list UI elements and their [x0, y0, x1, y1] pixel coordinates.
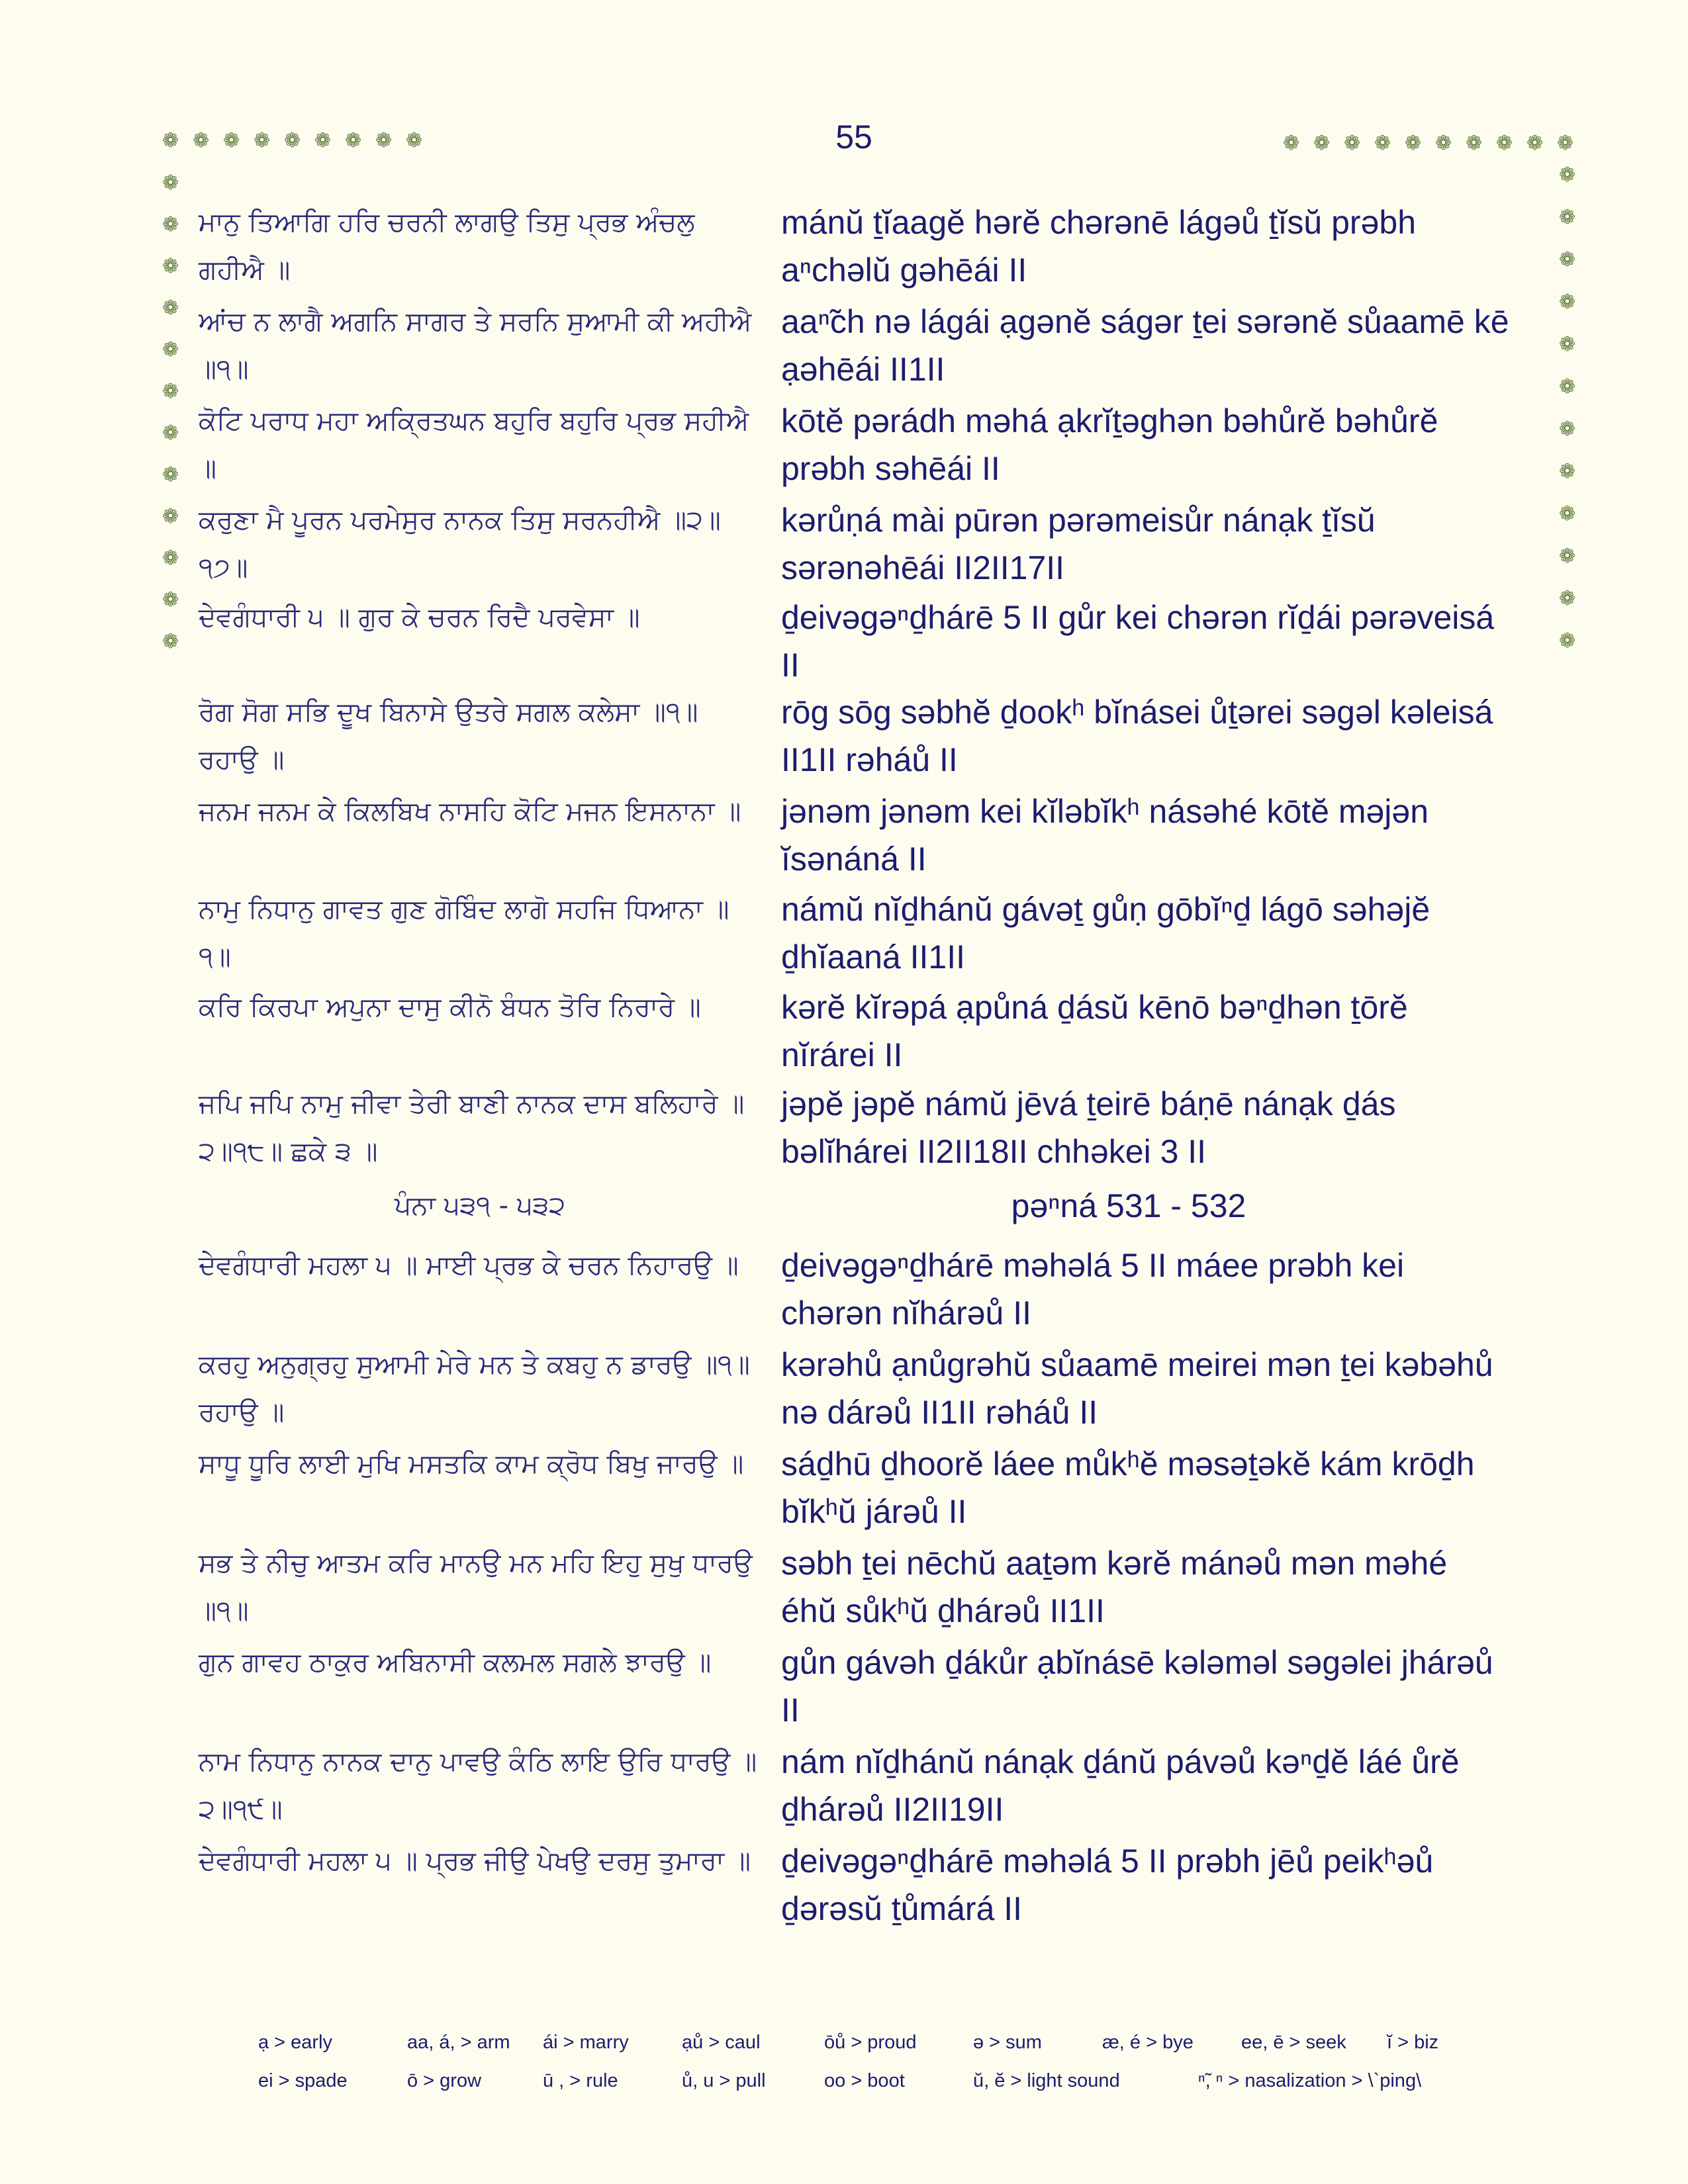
flower-ornament-icon: ❁ [254, 129, 271, 152]
flower-ornament-icon: ❁ [162, 505, 179, 528]
flower-ornament-icon: ❁ [1344, 132, 1361, 155]
flower-ornament-icon: ❁ [375, 129, 393, 152]
verse-gurmukhi: ਜਪਿ ਜਪਿ ਨਾਮੁ ਜੀਵਾ ਤੇਰੀ ਬਾਣੀ ਨਾਨਕ ਦਾਸ ਬਲਿਹਾਰੇ ॥੨॥੧੮॥ ਛਕੇ ੩ ॥ [199, 1089, 745, 1167]
verse-gurmukhi: ਦੇਵਗੰਧਾਰੀ ਮਹਲਾ ੫ ॥ ਪ੍ਰਭ ਜੀਉ ਪੇਖਉ ਦਰਸੁ ਤੁਮਾਰਾ ॥ [199, 1846, 751, 1876]
flower-ornament-icon: ❁ [193, 129, 210, 152]
flower-ornament-icon: ❁ [1405, 132, 1422, 155]
verse-gurmukhi: ਕਰੁਣਾ ਮੈ ਪੂਰਨ ਪਰਮੇਸੁਰ ਨਾਨਕ ਤਿਸੁ ਸਰਨਹੀਐ ॥੨॥੧੭॥ [199, 505, 721, 583]
verse-gurmukhi: ਕੋਟਿ ਪਰਾਧ ਮਹਾ ਅਕ੍ਰਿਤਘਨ ਬਹੁਰਿ ਬਹੁਰਿ ਪ੍ਰਭ ਸਹੀਐ ॥ [199, 406, 749, 484]
flower-ornament-icon: ❁ [345, 129, 362, 152]
flower-ornament-icon: ❁ [1559, 291, 1576, 314]
flower-ornament-icon: ❁ [162, 255, 179, 278]
verse-transliteration: sáḏhū ḏhoorĕ láee můkʰĕ məsəṯəkĕ kám krōḏh bĭkʰŭ járəů II [781, 1445, 1475, 1530]
verse-gurmukhi: ਦੇਵਗੰਧਾਰੀ ਮਹਲਾ ੫ ॥ ਮਾਈ ਪ੍ਰਭ ਕੇ ਚਰਨ ਨਿਹਾਰਉ ॥ [199, 1250, 739, 1281]
legend-item: ái > marry [543, 2032, 629, 2053]
verse-gurmukhi: ਕਰਿ ਕਿਰਪਾ ਅਪੁਨਾ ਦਾਸੁ ਕੀਨੋ ਬੰਧਨ ਤੋਰਿ ਨਿਰਾਰੇ ॥ [199, 992, 701, 1023]
flower-ornament-icon: ❁ [162, 380, 179, 403]
legend-item: ōů > proud [824, 2032, 917, 2053]
verse-gurmukhi: ਕਰਹੁ ਅਨੁਗ੍ਰਹੁ ਸੁਆਮੀ ਮੇਰੇ ਮਨ ਤੇ ਕਬਹੁ ਨ ਡਾਰਉ ॥੧॥ ਰਹਾਉ ॥ [199, 1349, 750, 1428]
verse-transliteration: kərəhů ạnůgrəhŭ sůaamē meirei mən ṯei kəbəhů nə dárəů II1II rəháů II [781, 1346, 1493, 1431]
flower-ornament-icon: ❁ [1557, 132, 1574, 155]
flower-ornament-icon: ❁ [1559, 248, 1576, 271]
verse-gurmukhi: ਆਂਚ ਨ ਲਾਗੈ ਅਗਨਿ ਸਾਗਰ ਤੇ ਸਰਨਿ ਸੁਆਮੀ ਕੀ ਅਹੀਐ ॥੧॥ [199, 306, 752, 385]
verse-gurmukhi: ਦੇਵਗੰਧਾਰੀ ੫ ॥ ਗੁਰ ਕੇ ਚਰਨ ਰਿਦੈ ਪਰਵੇਸਾ ॥ [199, 602, 640, 633]
flower-ornament-icon: ❁ [1466, 132, 1483, 155]
verse-transliteration: ḏeivəgəⁿḏhárē 5 II gůr kei chərən rĭḏái pərəveisá II [781, 599, 1495, 684]
legend-item: ạů > caul [682, 2032, 761, 2053]
verse-transliteration: jənəm jənəm kei kĭləbĭkʰ násəhé kōtĕ məjən ĭsənáná II [781, 793, 1429, 878]
legend-item: ō > grow [407, 2070, 482, 2091]
legend-item: ū , > rule [543, 2070, 618, 2091]
legend-item: ĭ > biz [1387, 2032, 1439, 2053]
flower-ornament-icon: ❁ [1526, 132, 1544, 155]
flower-ornament-icon: ❁ [223, 129, 240, 152]
verse-gurmukhi: ਨਾਮੁ ਨਿਧਾਨੁ ਗਾਵਤ ਗੁਣ ਗੋਬਿੰਦ ਲਾਗੋ ਸਹਜਿ ਧਿਆਨਾ ॥੧॥ [199, 894, 729, 972]
verse-transliteration: námŭ nĭḏhánŭ gávəṯ gůṇ gōbĭⁿḏ lágō səhəjĕ ḏhĭaaná II1II [781, 891, 1430, 976]
verse-transliteration: kərůṇá mài pūrən pərəmeisůr nánạk ṯĭsŭ sərənəhēái II2II17II [781, 502, 1376, 586]
panna-heading-transliteration: pəⁿná 531 - 532 [1011, 1187, 1246, 1224]
verse-transliteration: jəpĕ jəpĕ námŭ jēvá ṯeirē báṇē nánạk ḏás bəlĭhárei II2II18II chhəkei 3 II [781, 1085, 1396, 1170]
flower-ornament-icon: ❁ [162, 338, 179, 361]
legend-item: ŭ, ĕ > light sound [973, 2070, 1120, 2091]
flower-ornament-icon: ❁ [162, 422, 179, 445]
verse-transliteration: aaⁿ̃ch nə lágái ạgənĕ ságər ṯei sərənĕ sůaamē kē ạəhēái II1II [781, 303, 1509, 388]
verse-transliteration: kərĕ kĭrəpá ạpůná ḏásŭ kēnō bəⁿḏhən ṯōrĕ nĭrárei II [781, 989, 1408, 1073]
page-number: 55 [835, 118, 872, 156]
flower-ornament-icon: ❁ [1435, 132, 1452, 155]
flower-ornament-icon: ❁ [162, 630, 179, 653]
verse-gurmukhi: ਰੋਗ ਸੋਗ ਸਭਿ ਦੂਖ ਬਿਨਾਸੇ ਉਤਰੇ ਸਗਲ ਕਲੇਸਾ ॥੧॥ ਰਹਾਉ ॥ [199, 697, 698, 775]
flower-ornament-icon: ❁ [1496, 132, 1513, 155]
legend-item: oo > boot [824, 2070, 905, 2091]
flower-ornament-icon: ❁ [162, 129, 179, 152]
flower-ornament-icon: ❁ [1559, 587, 1576, 610]
legend-item: ei > spade [258, 2070, 348, 2091]
legend-item: ạ > early [258, 2032, 333, 2053]
flower-ornament-icon: ❁ [314, 129, 332, 152]
verse-transliteration: rōg sōg səbhĕ ḏookʰ bĭnásei ůṯərei səgəl kəleisá II1II rəháů II [781, 694, 1493, 778]
legend-item: æ, é > bye [1102, 2032, 1194, 2053]
verse-transliteration: mánŭ ṯĭaagĕ hərĕ chərənē lágəů ṯĭsŭ prəbh aⁿchəlŭ gəhēái II [781, 204, 1417, 289]
verse-transliteration: ḏeivəgəⁿḏhárē məhəlá 5 II prəbh jēů peikʰəů ḏərəsŭ ṯůmárá II [781, 1843, 1434, 1927]
flower-ornament-icon: ❁ [162, 171, 179, 195]
flower-ornament-icon: ❁ [1559, 163, 1576, 187]
flower-ornament-icon: ❁ [1374, 132, 1391, 155]
flower-ornament-icon: ❁ [1313, 132, 1331, 155]
legend-item: ů, u > pull [682, 2070, 766, 2091]
flower-ornament-icon: ❁ [1559, 460, 1576, 483]
flower-ornament-icon: ❁ [1559, 629, 1576, 653]
verse-gurmukhi: ਨਾਮ ਨਿਧਾਨੁ ਨਾਨਕ ਦਾਨੁ ਪਾਵਉ ਕੰਠਿ ਲਾਇ ਉਰਿ ਧਾਰਉ ॥੨॥੧੯॥ [199, 1747, 757, 1825]
verse-transliteration: nám nĭḏhánŭ nánạk ḏánŭ pávəů kəⁿḏĕ láé ůrĕ ḏhárəů II2II19II [781, 1743, 1460, 1828]
verse-transliteration: ḏeivəgəⁿḏhárē məhəlá 5 II máee prəbh kei chərən nĭhárəů II [781, 1247, 1405, 1332]
verse-gurmukhi: ਸਭ ਤੇ ਨੀਚੁ ਆਤਮ ਕਰਿ ਮਾਨਉ ਮਨ ਮਹਿ ਇਹੁ ਸੁਖੁ ਧਾਰਉ ॥੧॥ [199, 1548, 753, 1626]
verse-gurmukhi: ਮਾਨੁ ਤਿਆਗਿ ਹਰਿ ਚਰਨੀ ਲਾਗਉ ਤਿਸੁ ਪ੍ਰਭ ਅੰਚਲੁ ਗਹੀਐ ॥ [199, 207, 695, 285]
flower-ornament-icon: ❁ [162, 588, 179, 612]
flower-ornament-icon: ❁ [162, 296, 179, 320]
verse-transliteration: kōtĕ pərádh məhá ạkrĭṯəghən bəhůrĕ bəhůrĕ prəbh səhēái II [781, 402, 1438, 487]
legend-item: ⁿ̃, ⁿ > nasalization > \`ping\ [1198, 2070, 1422, 2091]
flower-ornament-icon: ❁ [162, 547, 179, 570]
verse-gurmukhi: ਜਨਮ ਜਨਮ ਕੇ ਕਿਲਬਿਖ ਨਾਸਹਿ ਕੋਟਿ ਮਜਨ ਇਸਨਾਨਾ ॥ [199, 796, 741, 827]
flower-ornament-icon: ❁ [406, 129, 423, 152]
verse-gurmukhi: ਸਾਧੂ ਧੂਰਿ ਲਾਈ ਮੁਖਿ ਮਸਤਕਿ ਕਾਮ ਕ੍ਰੋਧ ਬਿਖੁ ਜਾਰਉ ॥ [199, 1449, 744, 1479]
flower-ornament-icon: ❁ [1559, 545, 1576, 568]
verse-transliteration: səbh ṯei nēchŭ aaṯəm kərĕ mánəů mən məhé éhŭ sůkʰŭ ḏhárəů II1II [781, 1545, 1448, 1629]
legend-item: ə > sum [973, 2032, 1042, 2053]
legend-item: aa, á, > arm [407, 2032, 510, 2053]
flower-ornament-icon: ❁ [1559, 418, 1576, 441]
panna-heading-gurmukhi: ਪੰਨਾ ੫੩੧ - ੫੩੨ [394, 1191, 566, 1221]
flower-ornament-icon: ❁ [162, 463, 179, 486]
flower-ornament-icon: ❁ [1559, 375, 1576, 398]
flower-ornament-icon: ❁ [1283, 132, 1300, 155]
verse-transliteration: gůn gávəh ḏákůr ạbĭnásē kələməl səgəlei jhárəů II [781, 1644, 1493, 1729]
flower-ornament-icon: ❁ [284, 129, 301, 152]
flower-ornament-icon: ❁ [1559, 206, 1576, 229]
flower-ornament-icon: ❁ [162, 213, 179, 236]
legend-item: ee, ē > seek [1241, 2032, 1346, 2053]
flower-ornament-icon: ❁ [1559, 333, 1576, 356]
verse-gurmukhi: ਗੁਨ ਗਾਵਹ ਠਾਕੁਰ ਅਬਿਨਾਸੀ ਕਲਮਲ ਸਗਲੇ ਝਾਰਉ ॥ [199, 1647, 712, 1678]
flower-ornament-icon: ❁ [1559, 502, 1576, 525]
